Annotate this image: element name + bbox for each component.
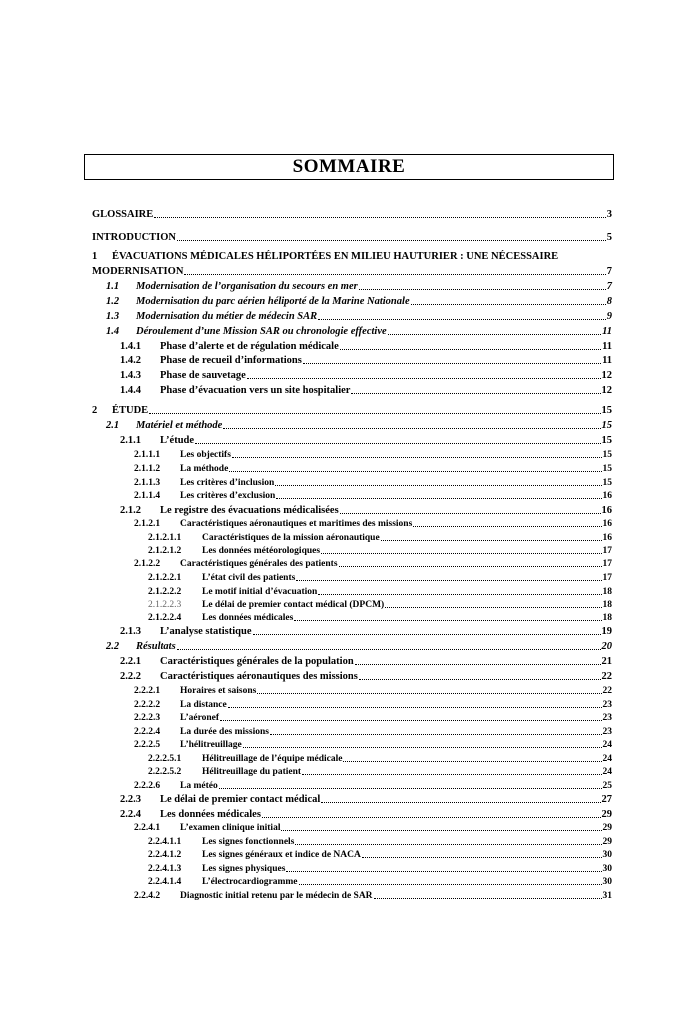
- toc-entry[interactable]: [92, 488, 612, 502]
- toc-entry-number: 2.2.2.3: [134, 713, 161, 723]
- toc-entry[interactable]: [92, 475, 612, 489]
- toc-entry-title: La méthode: [180, 464, 229, 474]
- toc-leader-dots: [262, 817, 601, 818]
- toc-entry-number: 2.1.2.2.3: [148, 600, 182, 610]
- toc-entry-page: 24: [602, 767, 612, 777]
- toc-entry-title: Les critères d’exclusion: [180, 491, 276, 501]
- toc-entry[interactable]: [92, 249, 612, 263]
- toc-entry-number: 2.1.1.2: [134, 464, 161, 474]
- toc-entry-page: 7: [606, 281, 612, 292]
- toc-entry[interactable]: [92, 669, 612, 683]
- toc-entry-title: La durée des missions: [180, 727, 269, 737]
- toc-entry[interactable]: [92, 683, 612, 697]
- toc-leader-dots: [318, 594, 601, 595]
- toc-leader-dots: [295, 844, 601, 845]
- toc-entry[interactable]: [92, 888, 612, 902]
- toc-entry-number: 2.2.4.1.3: [148, 864, 182, 874]
- toc-entry-number: 2.2: [106, 641, 120, 652]
- toc-entry[interactable]: [92, 279, 612, 293]
- toc-entry-number: 2.1.1: [120, 435, 141, 446]
- toc-entry-title: INTRODUCTION: [92, 232, 177, 243]
- toc-leader-dots: [359, 289, 606, 290]
- toc-entry-title: Caractéristiques générales des patients: [180, 559, 338, 569]
- toc-entry-page: 11: [602, 326, 612, 337]
- toc-entry-number: 1.2: [106, 296, 120, 307]
- toc-entry-page: 11: [602, 341, 612, 352]
- toc-leader-dots: [286, 871, 601, 872]
- toc-entry-title: MODERNISATION: [92, 266, 184, 277]
- toc-leader-dots: [411, 304, 606, 305]
- toc-entry-page: 22: [601, 671, 612, 682]
- toc-entry[interactable]: [92, 778, 612, 792]
- toc-entry-page: 23: [602, 700, 612, 710]
- toc-entry-page: 29: [602, 837, 612, 847]
- toc-entry-title: La distance: [180, 700, 227, 710]
- toc-entry-number: 2.2.4.1.4: [148, 877, 182, 887]
- toc-entry-title: L’aéronef: [180, 713, 220, 723]
- toc-leader-dots: [340, 513, 601, 514]
- toc-entry[interactable]: [92, 697, 612, 711]
- toc-entry-number: 2.1.2.2.1: [148, 573, 182, 583]
- toc-entry-title: Les objectifs: [180, 450, 231, 460]
- toc-entry-number: 1: [92, 251, 98, 262]
- toc-leader-dots: [294, 620, 601, 621]
- toc-entry[interactable]: [92, 654, 612, 668]
- toc-entry-number: 2.1.2.1: [134, 519, 161, 529]
- toc-entry-page: 17: [602, 573, 612, 583]
- toc-entry-page: 7: [606, 266, 612, 277]
- toc-entry-number: 2.2.2.1: [134, 686, 161, 696]
- toc-entry[interactable]: [92, 624, 612, 638]
- toc-leader-dots: [385, 607, 601, 608]
- toc-entry-number: 2.1.1.3: [134, 478, 161, 488]
- toc-entry-title: L’analyse statistique: [160, 626, 252, 637]
- toc-entry-number: 2.2.2: [120, 671, 141, 682]
- toc-entry-page: 24: [602, 740, 612, 750]
- toc-entry-page: 18: [602, 600, 612, 610]
- toc-entry-page: 25: [602, 781, 612, 791]
- toc-entry-number: 2.2.4.1.1: [148, 837, 182, 847]
- toc-entry-title: Caractéristiques aéronautiques des missions: [160, 671, 358, 682]
- toc-entry[interactable]: [92, 639, 612, 653]
- toc-entry-page: 16: [602, 491, 612, 501]
- toc-entry-page: 30: [602, 877, 612, 887]
- toc-leader-dots: [253, 634, 601, 635]
- toc-leader-dots: [281, 830, 601, 831]
- toc-entry[interactable]: [92, 447, 612, 461]
- toc-entry-title: ÉVACUATIONS MÉDICALES HÉLIPORTÉES EN MILIEU HAUTURIER : UNE NÉCESSAIRE: [112, 251, 559, 262]
- toc-entry-number: 2.1.2.1.1: [148, 533, 182, 543]
- toc-leader-dots: [302, 774, 601, 775]
- toc-entry-number: 1.4.2: [120, 355, 141, 366]
- toc-leader-dots: [154, 217, 605, 218]
- toc-entry-title: La météo: [180, 781, 218, 791]
- toc-entry-number: 2.1.1.1: [134, 450, 161, 460]
- toc-entry-title: L’état civil des patients: [202, 573, 296, 583]
- toc-leader-dots: [177, 649, 601, 650]
- toc-entry[interactable]: [92, 724, 612, 738]
- toc-entry[interactable]: [92, 543, 612, 557]
- toc-entry-number: 1.4.4: [120, 385, 141, 396]
- toc-entry[interactable]: [92, 874, 612, 888]
- toc-entry-page: 23: [602, 727, 612, 737]
- toc-entry-number: 2.1.2.1.2: [148, 546, 182, 556]
- toc-entry[interactable]: [92, 610, 612, 624]
- toc-entry-number: 2.1.3: [120, 626, 141, 637]
- toc-leader-dots: [223, 428, 600, 429]
- toc-entry-page: 31: [602, 891, 612, 901]
- toc-entry-page: 30: [602, 850, 612, 860]
- toc-leader-dots: [340, 349, 601, 350]
- toc-leader-dots: [149, 413, 600, 414]
- toc-entry-title: Le délai de premier contact médical (DPCM): [202, 600, 385, 610]
- toc-entry-title: Les signes fonctionnels: [202, 837, 295, 847]
- toc-leader-dots: [381, 540, 602, 541]
- toc-leader-dots: [243, 747, 602, 748]
- toc-leader-dots: [229, 471, 601, 472]
- toc-entry-title: Phase de recueil d’informations: [160, 355, 302, 366]
- toc-entry[interactable]: [92, 597, 612, 611]
- toc-entry-number: 2.1.1.4: [134, 491, 161, 501]
- toc-entry-title: L’hélitreuillage: [180, 740, 242, 750]
- toc-entry-title: Diagnostic initial retenu par le médecin de SAR: [180, 891, 373, 901]
- toc-entry-title: Horaires et saisons: [180, 686, 257, 696]
- toc-entry-page: 15: [602, 464, 612, 474]
- toc-entry-page: 15: [601, 435, 612, 446]
- toc-entry-title: Caractéristiques générales de la population: [160, 656, 354, 667]
- toc-entry[interactable]: [92, 264, 612, 278]
- toc-entry-page: 16: [602, 519, 612, 529]
- toc-entry[interactable]: [92, 503, 612, 517]
- toc-entry-page: 12: [601, 370, 612, 381]
- toc-leader-dots: [276, 498, 601, 499]
- toc-entry-number: 2.1.2: [120, 505, 141, 516]
- toc-entry-number: 1.4.3: [120, 370, 141, 381]
- toc-leader-dots: [339, 566, 602, 567]
- toc-entry[interactable]: [92, 737, 612, 751]
- toc-leader-dots: [195, 443, 600, 444]
- toc-entry-page: 27: [601, 794, 612, 805]
- toc-leader-dots: [388, 334, 601, 335]
- toc-entry-page: 5: [606, 232, 612, 243]
- toc-entry[interactable]: [92, 820, 612, 834]
- toc-leader-dots: [321, 553, 601, 554]
- toc-entry-page: 8: [606, 296, 612, 307]
- toc-entry-title: Le délai de premier contact médical: [160, 794, 321, 805]
- toc-entry[interactable]: [92, 433, 612, 447]
- toc-entry[interactable]: [92, 383, 612, 397]
- toc-leader-dots: [374, 898, 602, 899]
- toc-entry-title: Les données médicales: [160, 809, 261, 820]
- toc-entry-page: 11: [602, 355, 612, 366]
- toc-entry-title: Le motif initial d’évacuation: [202, 587, 318, 597]
- toc-leader-dots: [359, 679, 601, 680]
- toc-entry-number: 2.2.2.2: [134, 700, 161, 710]
- toc-entry-title: Phase d’alerte et de régulation médicale: [160, 341, 339, 352]
- toc-entry-title: GLOSSAIRE: [92, 209, 154, 220]
- toc-entry[interactable]: [92, 207, 612, 221]
- toc-entry-page: 17: [602, 559, 612, 569]
- toc-entry[interactable]: [92, 339, 612, 353]
- toc-entry-number: 2.2.3: [120, 794, 141, 805]
- toc-entry-page: 16: [601, 505, 612, 516]
- toc-entry[interactable]: [92, 792, 612, 806]
- toc-entry-number: 2: [92, 405, 98, 416]
- toc-entry-title: Les données météorologiques: [202, 546, 321, 556]
- toc-leader-dots: [321, 802, 600, 803]
- toc-entry-number: 2.2.4: [120, 809, 141, 820]
- toc-entry-number: 2.1: [106, 420, 120, 431]
- toc-leader-dots: [177, 240, 606, 241]
- toc-entry-number: 2.2.2.4: [134, 727, 161, 737]
- toc-entry-number: 2.2.2.5.2: [148, 767, 182, 777]
- toc-entry-page: 12: [601, 385, 612, 396]
- toc-entry-number: 2.2.4.1.2: [148, 850, 182, 860]
- toc-entry[interactable]: [92, 461, 612, 475]
- toc-entry-title: Hélitreuillage du patient: [202, 767, 302, 777]
- toc-entry-title: Hélitreuillage de l’équipe médicale: [202, 754, 343, 764]
- toc-entry[interactable]: [92, 751, 612, 765]
- toc-entry-page: 18: [602, 587, 612, 597]
- toc-entry-number: 2.2.2.5: [134, 740, 161, 750]
- toc-entry-number: 1.1: [106, 281, 120, 292]
- toc-entry-page: 29: [602, 823, 612, 833]
- toc-entry-title: ÉTUDE: [112, 405, 149, 416]
- toc-entry-title: L’examen clinique initial: [180, 823, 281, 833]
- toc-entry[interactable]: [92, 368, 612, 382]
- toc-entry-page: 23: [602, 713, 612, 723]
- toc-entry[interactable]: [92, 556, 612, 570]
- toc-entry[interactable]: [92, 710, 612, 724]
- toc-entry-number: 2.2.4.1: [134, 823, 161, 833]
- toc-entry[interactable]: [92, 353, 612, 367]
- toc-leader-dots: [228, 707, 602, 708]
- toc-leader-dots: [318, 319, 606, 320]
- toc-leader-dots: [257, 693, 601, 694]
- toc-entry-title: Déroulement d’une Mission SAR ou chronologie effective: [136, 326, 387, 337]
- toc-leader-dots: [296, 580, 601, 581]
- toc-entry-number: 2.2.4.2: [134, 891, 161, 901]
- toc-entry-title: Modernisation du parc aérien héliporté de la Marine Nationale: [136, 296, 410, 307]
- toc-leader-dots: [247, 378, 601, 379]
- toc-leader-dots: [270, 734, 602, 735]
- toc-entry[interactable]: [92, 584, 612, 598]
- toc-entry-page: 30: [602, 864, 612, 874]
- toc-entry-title: Caractéristiques de la mission aéronautique: [202, 533, 380, 543]
- toc-entry-title: L’étude: [160, 435, 195, 446]
- toc-entry-page: 15: [602, 450, 612, 460]
- toc-entry-page: 15: [602, 478, 612, 488]
- toc-entry-number: 2.1.2.2: [134, 559, 161, 569]
- toc-entry-page: 24: [602, 754, 612, 764]
- toc-entry-page: 19: [601, 626, 612, 637]
- toc-entry[interactable]: [92, 516, 612, 530]
- toc-entry-title: Matériel et méthode: [136, 420, 223, 431]
- toc-entry-page: 15: [601, 405, 612, 416]
- toc-entry-title: Les critères d’inclusion: [180, 478, 275, 488]
- toc-entry-title: Modernisation de l’organisation du secours en mer: [136, 281, 358, 292]
- toc-entry[interactable]: [92, 807, 612, 821]
- toc-leader-dots: [303, 363, 601, 364]
- toc-entry[interactable]: [92, 861, 612, 875]
- toc-entry-number: 2.1.2.2.4: [148, 613, 182, 623]
- toc-leader-dots: [232, 457, 602, 458]
- toc-entry-number: 1.3: [106, 311, 120, 322]
- toc-entry[interactable]: [92, 403, 612, 417]
- toc-entry-page: 17: [602, 546, 612, 556]
- toc-entry-page: 3: [606, 209, 612, 220]
- toc-leader-dots: [219, 788, 602, 789]
- toc-entry[interactable]: [92, 324, 612, 338]
- toc-leader-dots: [220, 720, 601, 721]
- toc-entry-number: 1.4: [106, 326, 120, 337]
- toc-entry-page: 20: [601, 641, 612, 652]
- toc-entry-page: 16: [602, 533, 612, 543]
- toc-entry-page: 15: [601, 420, 612, 431]
- toc-entry-title: Le registre des évacuations médicalisées: [160, 505, 339, 516]
- toc-entry-title: Résultats: [136, 641, 176, 652]
- toc-entry-number: 1.4.1: [120, 341, 141, 352]
- toc-leader-dots: [184, 274, 605, 275]
- toc-entry[interactable]: [92, 570, 612, 584]
- toc-leader-dots: [299, 884, 602, 885]
- toc-entry-title: Phase de sauvetage: [160, 370, 246, 381]
- toc-entry-title: Les signes généraux et indice de NACA: [202, 850, 361, 860]
- toc-entry[interactable]: [92, 764, 612, 778]
- toc-entry[interactable]: [92, 309, 612, 323]
- toc-title-box: [84, 154, 614, 180]
- toc-entry-title: Les données médicales: [202, 613, 294, 623]
- toc-entry-page: 21: [601, 656, 612, 667]
- toc-leader-dots: [362, 857, 602, 858]
- toc-leader-dots: [343, 761, 601, 762]
- toc-entry-page: 9: [606, 311, 612, 322]
- toc-leader-dots: [275, 485, 601, 486]
- toc-entry[interactable]: [92, 418, 612, 432]
- toc-entry-number: 2.2.1: [120, 656, 141, 667]
- toc-entry[interactable]: [92, 294, 612, 308]
- toc-entry-title: Les signes physiques: [202, 864, 286, 874]
- toc-leader-dots: [351, 393, 600, 394]
- toc-entry-page: 18: [602, 613, 612, 623]
- toc-entry-title: Caractéristiques aéronautiques et maritimes des missions: [180, 519, 413, 529]
- toc-entry-number: 2.1.2.2.2: [148, 587, 182, 597]
- toc-entry[interactable]: [92, 847, 612, 861]
- toc-entry-title: Modernisation du métier de médecin SAR: [136, 311, 318, 322]
- toc-leader-dots: [355, 664, 601, 665]
- toc-entry-number: 2.2.2.6: [134, 781, 161, 791]
- toc-entry-page: 29: [601, 809, 612, 820]
- toc-entry-number: 2.2.2.5.1: [148, 754, 182, 764]
- toc-leader-dots: [413, 526, 601, 527]
- toc-entry[interactable]: [92, 530, 612, 544]
- toc-entry-title: Phase d’évacuation vers un site hospitalier: [160, 385, 351, 396]
- toc-entry[interactable]: [92, 834, 612, 848]
- toc-entry-page: 22: [602, 686, 612, 696]
- toc-entry-title: L’électrocardiogramme: [202, 877, 298, 887]
- toc-entry[interactable]: [92, 230, 612, 244]
- page-title: SOMMAIRE: [292, 156, 406, 177]
